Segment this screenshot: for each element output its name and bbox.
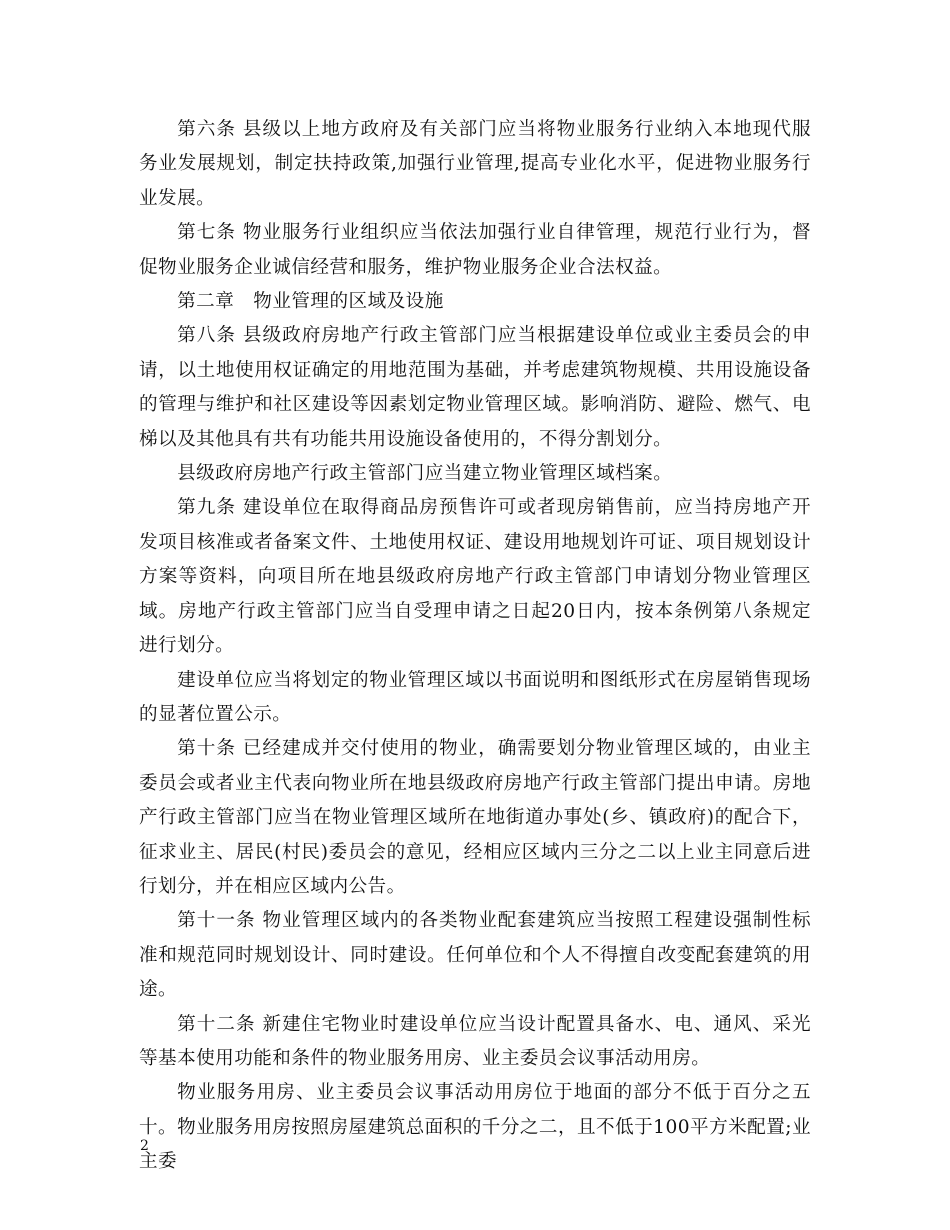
paragraph-article-7: 第七条 物业服务行业组织应当依法加强行业自律管理，规范行业行为，督促物业服务企业诚信经营和服务，维护物业服务企业合法权益。 [139,222,811,278]
paragraph-article-6: 第六条 县级以上地方政府及有关部门应当将物业服务行业纳入本地现代服务业发展规划，制定扶持政策,加强行业管理,提高专业化水平，促进物业服务行业发展。 [139,119,811,209]
paragraph-article-12: 第十二条 新建住宅物业时建设单位应当设计配置具备水、电、通风、采光等基本使用功能和条件的物业服务用房、业主委员会议事活动用房。 [139,1013,811,1069]
document-body [139,113,811,1180]
chapter-heading: 第二章 物业管理的区域及设施 [177,291,444,313]
paragraph-article-11: 第十一条 物业管理区域内的各类物业配套建筑应当按照工程建设强制性标准和规范同时规划设计、同时建设。任何单位和个人不得擅自改变配套建筑的用途。 [139,910,811,1001]
paragraph-article-9-publicity: 建设单位应当将划定的物业管理区域以书面说明和图纸形式在房屋销售现场的显著位置公示。 [139,669,811,725]
paragraph-article-8-archive: 县级政府房地产行政主管部门应当建立物业管理区域档案。 [177,463,673,485]
paragraph-article-10: 第十条 已经建成并交付使用的物业，确需要划分物业管理区域的，由业主委员会或者业主代表向物业所在地县级政府房地产行政主管部门提出申请。房地产行政主管部门应当在物业管理区域所在地街道办事处(乡、镇政府)的配合下，征求业主、居民(村民)委员会的意见，经相应区域内三分之二以上业主同意后进行划分，并在相应区域内公告。 [139,738,811,897]
page-number: 2 [140,1138,149,1154]
paragraph-service-room: 物业服务用房、业主委员会议事活动用房位于地面的部分不低于百分之五十。物业服务用房按照房屋建筑总面积的千分之二，且不低于100平方米配置;业主委 [139,1082,811,1173]
paragraph-article-9: 第九条 建设单位在取得商品房预售许可或者现房销售前，应当持房地产开发项目核准或者备案文件、土地使用权证、建设用地规划许可证、项目规划设计方案等资料，向项目所在地县级政府房地产行政主管部门申请划分物业管理区域。房地产行政主管部门应当自受理申请之日起20日内，按本条例第八条规定进行划分。 [139,497,811,657]
paragraph-article-8: 第八条 县级政府房地产行政主管部门应当根据建设单位或业主委员会的申请，以土地使用权证确定的用地范围为基础，并考虑建筑物规模、共用设施设备的管理与维护和社区建设等因素划定物业管理区域。影响消防、避险、燃气、电梯以及其他具有共有功能共用设施设备使用的，不得分割划分。 [139,325,811,450]
